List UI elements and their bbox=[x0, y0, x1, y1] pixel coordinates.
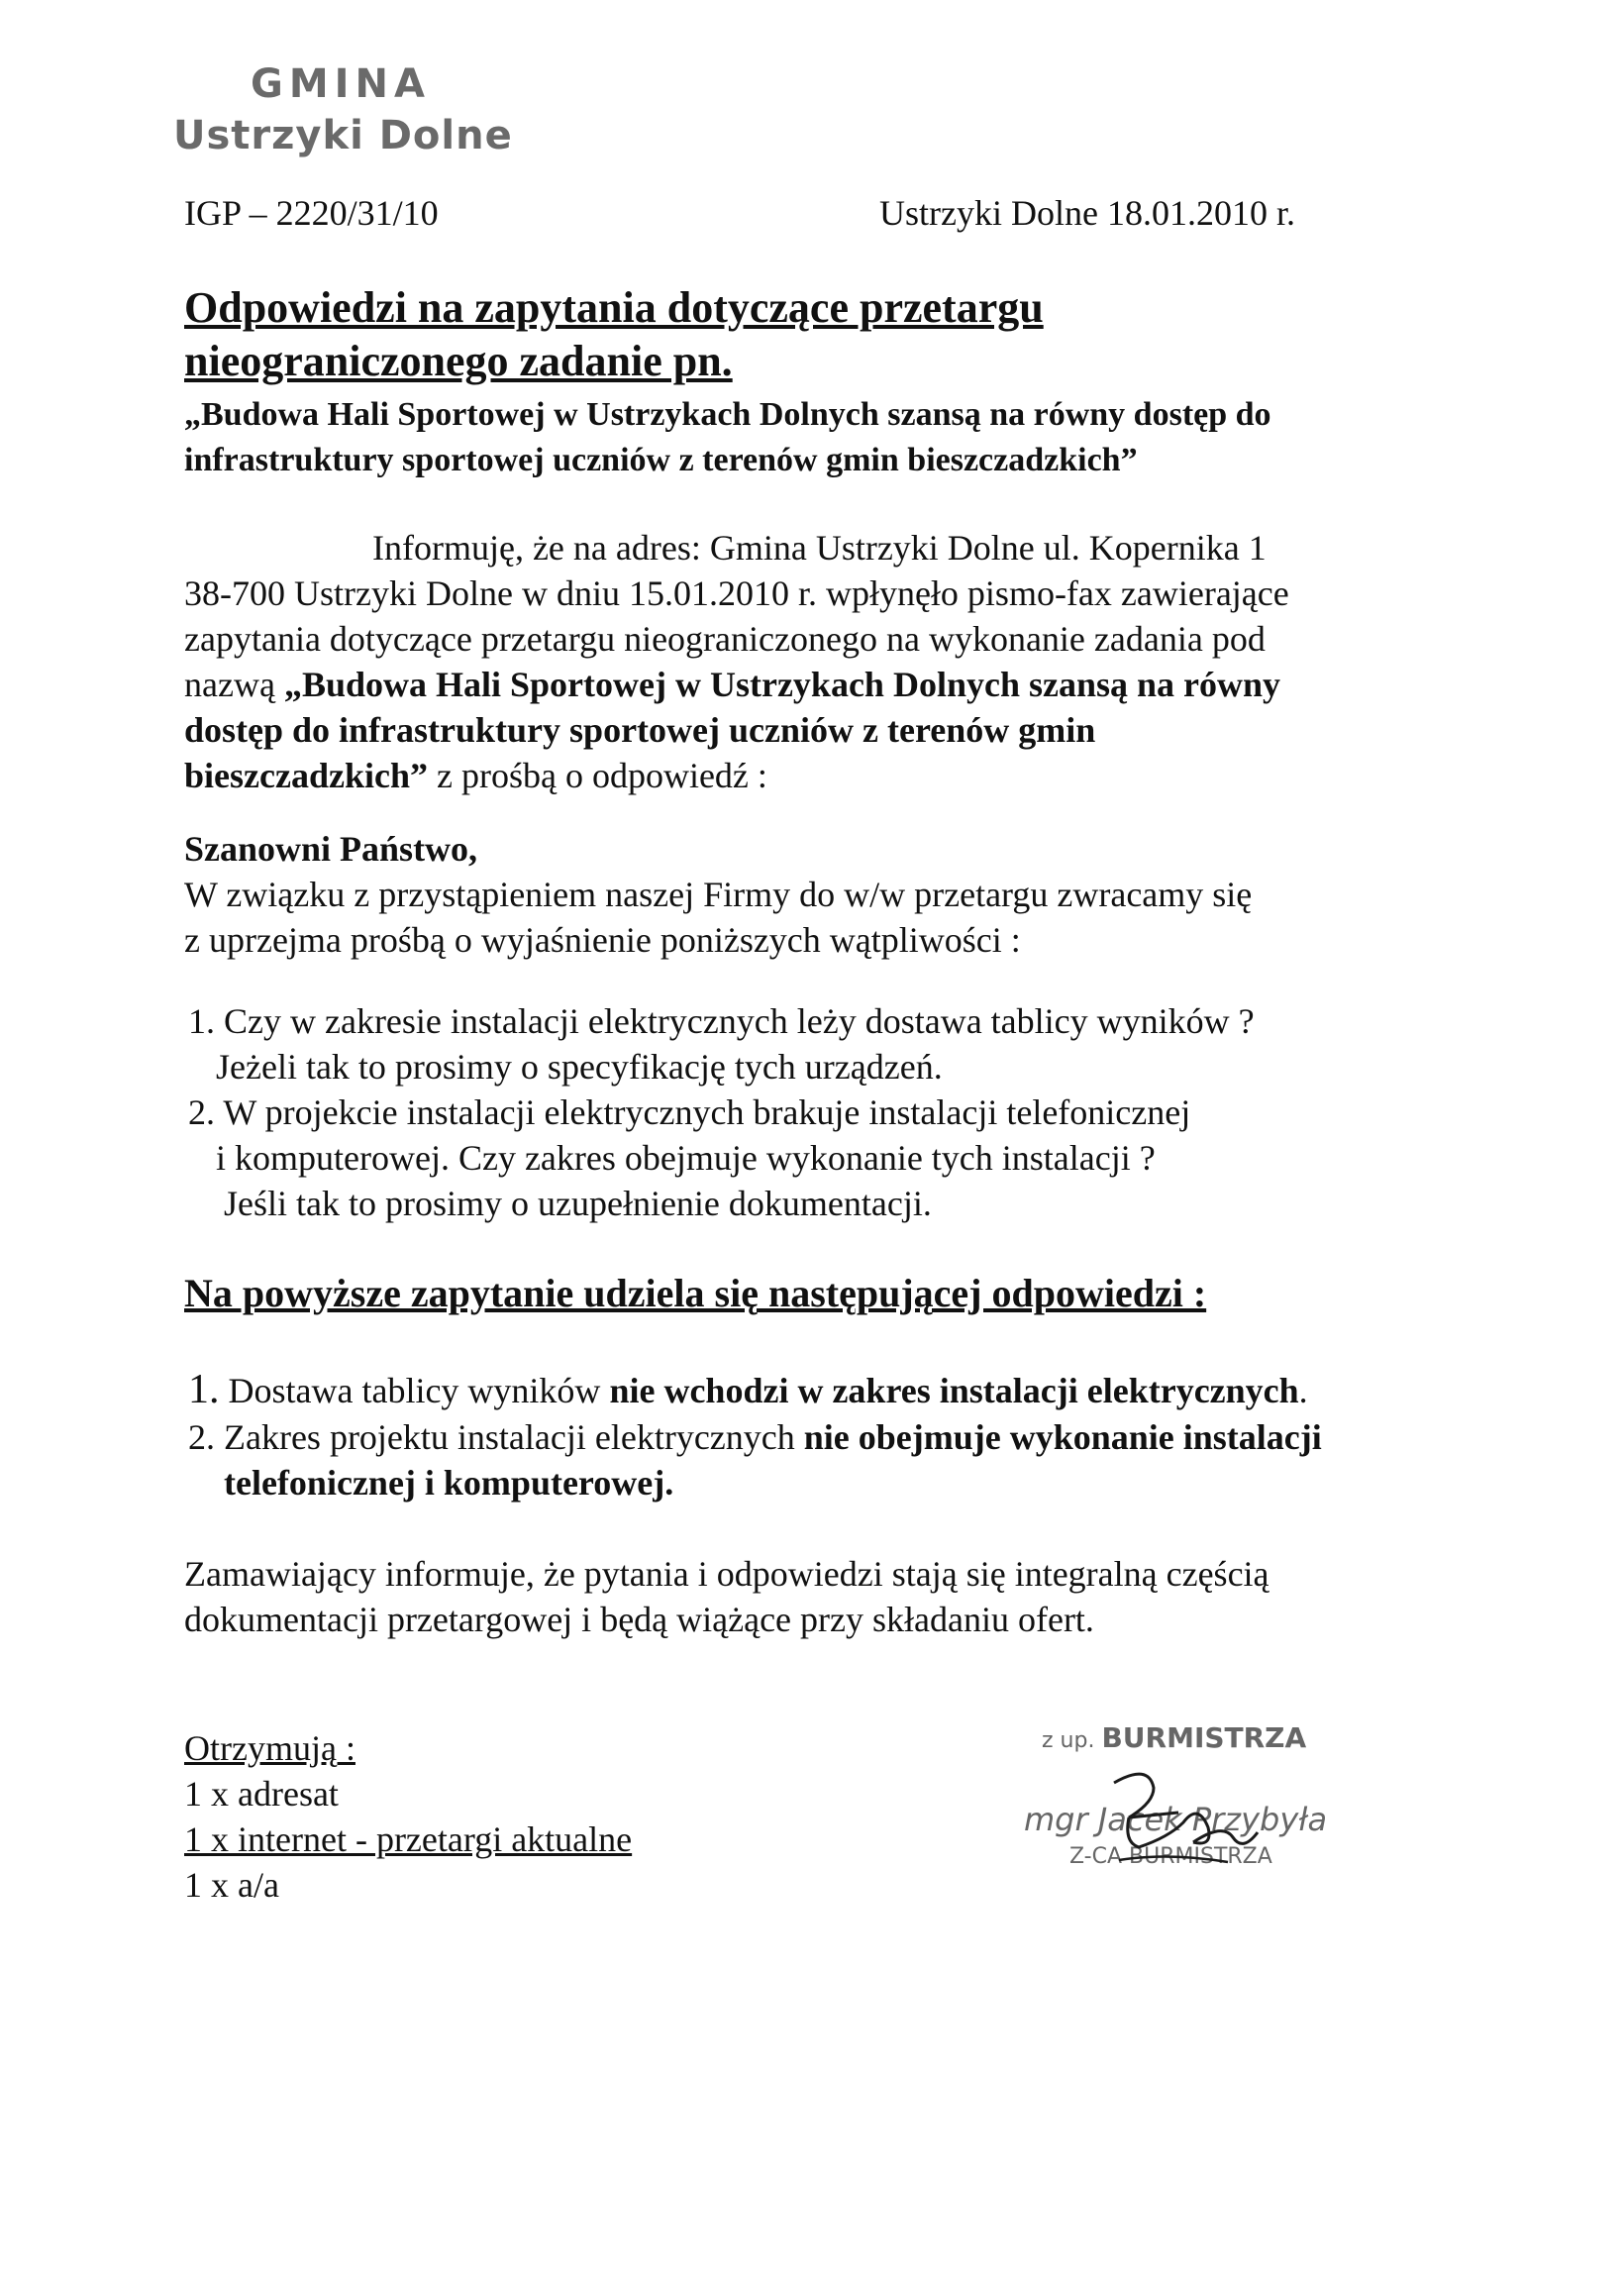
reference-number: IGP – 2220/31/10 bbox=[184, 193, 439, 233]
handwritten-signature bbox=[1020, 1743, 1297, 1892]
stamp-authority-title: BURMISTRZA bbox=[1101, 1721, 1307, 1754]
answer-2-bold: nie obejmuje wykonanie instalacji bbox=[803, 1417, 1322, 1457]
intro-line2: 38-700 Ustrzyki Dolne w dniu 15.01.2010 r. wpłynęło pismo-fax zawierające bbox=[184, 573, 1289, 613]
question-1-line2: Jeżeli tak to prosimy o specyfikację tych urządzeń. bbox=[216, 1047, 943, 1087]
distribution-heading: Otrzymują : bbox=[184, 1728, 355, 1768]
document-title-line1: Odpowiedzi na zapytania dotyczące przetargu bbox=[184, 283, 1044, 332]
answer-heading: Na powyższe zapytanie udziela się następującej odpowiedzi : bbox=[184, 1271, 1207, 1315]
intro-line4 bbox=[184, 662, 1280, 707]
distribution-item-3: 1 x a/a bbox=[184, 1865, 279, 1905]
place-date: Ustrzyki Dolne 18.01.2010 r. bbox=[879, 193, 1295, 233]
salutation: Szanowni Państwo, bbox=[184, 829, 478, 869]
intro-line6 bbox=[184, 753, 767, 798]
closing-line2: dokumentacji przetargowej i będą wiążące przy składaniu ofert. bbox=[184, 1600, 1094, 1639]
answer-1-end: . bbox=[1298, 1371, 1308, 1410]
question-2-line3: Jeśli tak to prosimy o uzupełnienie dokumentacji. bbox=[224, 1184, 932, 1223]
question-2-line1: 2. W projekcie instalacji elektrycznych brakuje instalacji telefonicznej bbox=[188, 1092, 1191, 1132]
intro-line6-plain: z prośbą o odpowiedź : bbox=[427, 756, 767, 795]
stamp-role: Z-CA BURMISTRZA bbox=[1069, 1844, 1272, 1869]
answer-2 bbox=[188, 1414, 1322, 1460]
intro-line4-plain: nazwą bbox=[184, 665, 284, 704]
stamp-line-town: Ustrzyki Dolne bbox=[173, 113, 513, 158]
subject-line1: „Budowa Hali Sportowej w Ustrzykach Dolnych szansą na równy dostęp do bbox=[184, 396, 1271, 433]
question-2-line2: i komputerowej. Czy zakres obejmuje wykonanie tych instalacji ? bbox=[216, 1138, 1156, 1178]
answer-1-bold: nie wchodzi w zakres instalacji elektrycznych bbox=[609, 1371, 1299, 1410]
stamp-line-gmina: GMINA bbox=[251, 61, 431, 107]
answer-1 bbox=[188, 1367, 1308, 1413]
letter-line1: W związku z przystąpieniem naszej Firmy do w/w przetargu zwracamy się bbox=[184, 875, 1253, 914]
question-1-line1: 1. Czy w zakresie instalacji elektrycznych leży dostawa tablicy wyników ? bbox=[188, 1001, 1255, 1041]
intro-line4-bold: „Budowa Hali Sportowej w Ustrzykach Dolnych szansą na równy bbox=[283, 665, 1281, 704]
subject-line2: infrastruktury sportowej uczniów z terenów gmin bieszczadzkich” bbox=[184, 442, 1138, 478]
closing-line1: Zamawiający informuje, że pytania i odpowiedzi stają się integralną częścią bbox=[184, 1554, 1269, 1594]
letter-line2: z uprzejma prośbą o wyjaśnienie poniższych wątpliwości : bbox=[184, 920, 1021, 960]
document-title-line2: nieograniczonego zadanie pn. bbox=[184, 337, 733, 385]
intro-line6-bold: bieszczadzkich” bbox=[184, 756, 428, 795]
intro-line5: dostęp do infrastruktury sportowej uczniów z terenów gmin bbox=[184, 710, 1096, 750]
stamp-authority-prefix: z up. bbox=[1042, 1728, 1102, 1753]
answer-1-number: 1. bbox=[188, 1367, 220, 1412]
answer-2-number: 2. bbox=[188, 1417, 215, 1457]
distribution-item-1: 1 x adresat bbox=[184, 1774, 339, 1814]
answer-1-plain: Dostawa tablicy wyników bbox=[219, 1371, 610, 1410]
intro-line3: zapytania dotyczące przetargu nieograniczonego na wykonanie zadania pod bbox=[184, 619, 1266, 659]
answer-2-line2: telefonicznej i komputerowej. bbox=[224, 1463, 674, 1503]
stamp-name: mgr Jacek Przybyła bbox=[1024, 1801, 1328, 1838]
intro-line1: Informuję, że na adres: Gmina Ustrzyki Dolne ul. Kopernika 1 bbox=[372, 528, 1267, 568]
answer-2-plain: Zakres projektu instalacji elektrycznych bbox=[215, 1417, 804, 1457]
distribution-item-2: 1 x internet - przetargi aktualne bbox=[184, 1819, 633, 1859]
